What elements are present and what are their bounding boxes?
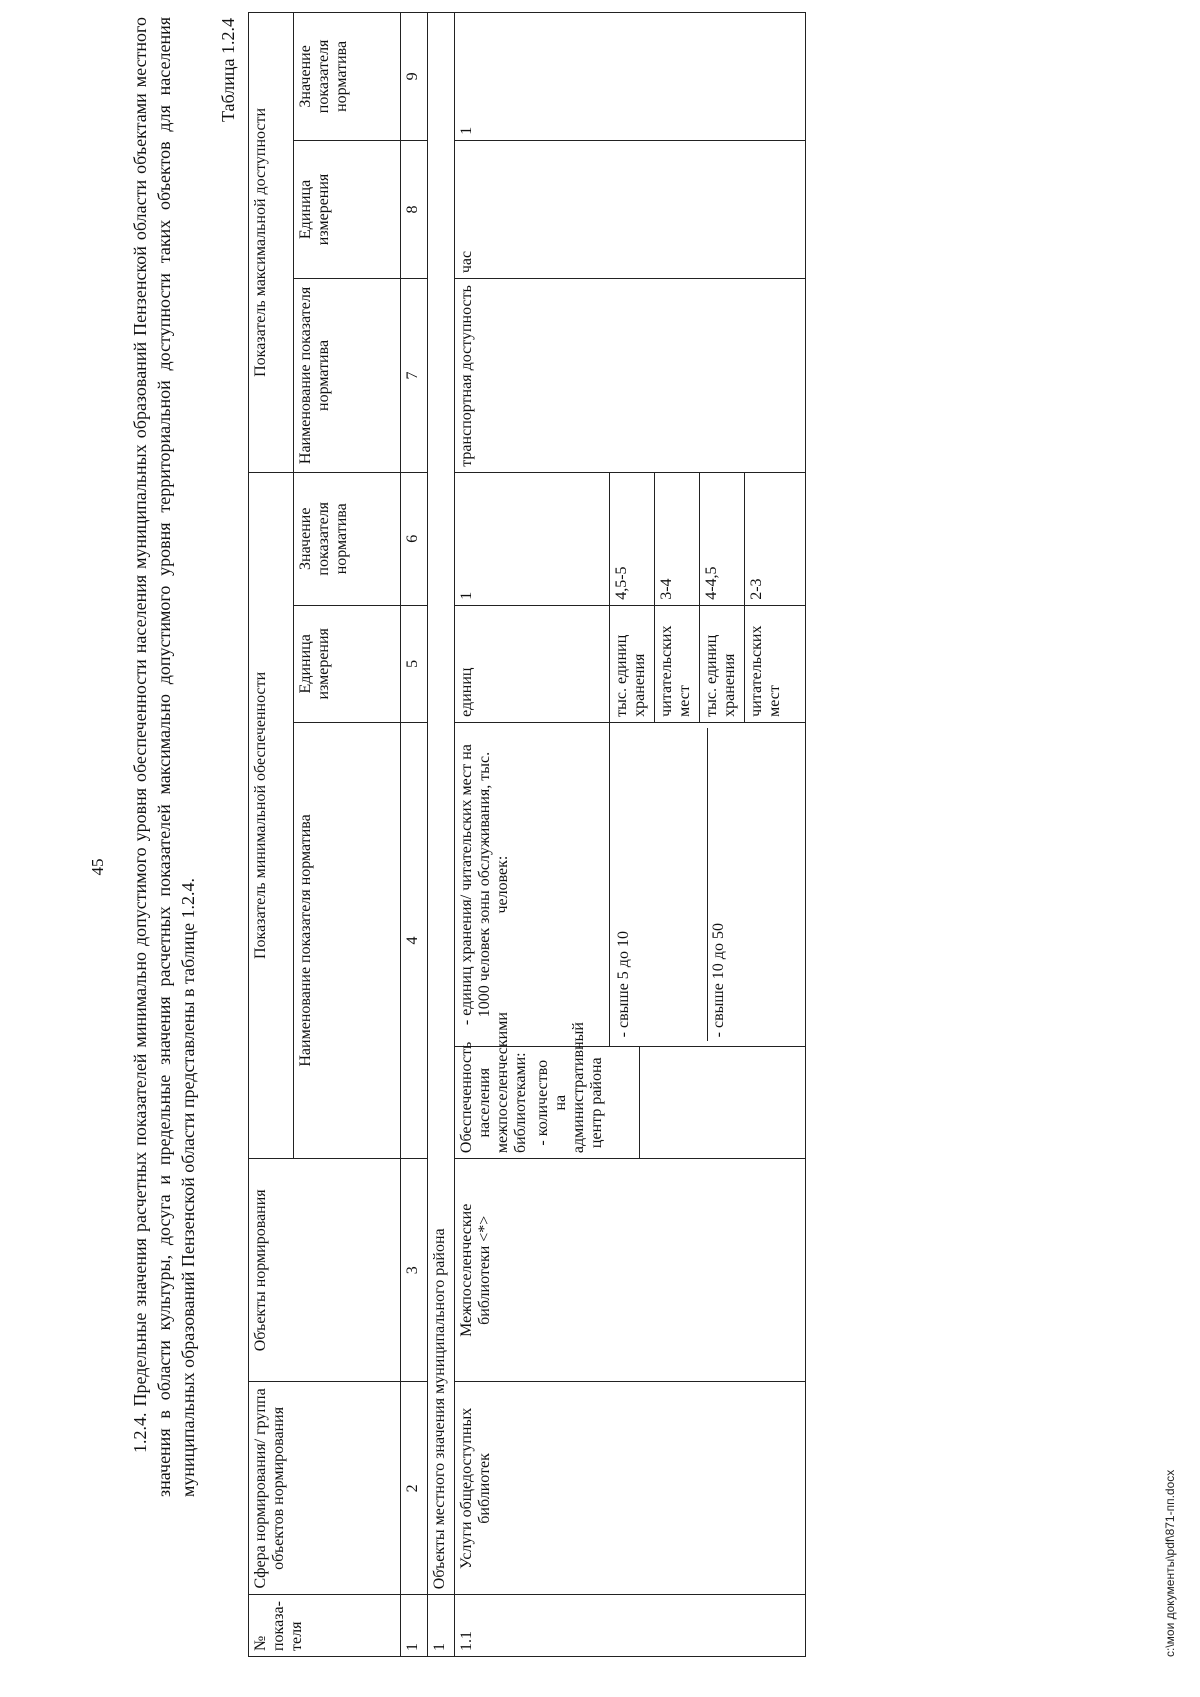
header-sphere: Сфера нормирования/ группа объектов нормирования — [249, 1382, 401, 1595]
bracket-5-10-storage-unit: тыс. единиц хранения — [610, 606, 655, 722]
header-min-unit: Единица измерения — [294, 605, 401, 722]
intro-paragraph — [128, 17, 200, 1497]
indicator-title: Обеспеченность населения межпоселенческими библиотеками: — [458, 1012, 529, 1154]
column-number: 6 — [401, 472, 428, 605]
indicator-storage-name: - единиц хранения/ читательских мест на 1000 человек зоны обслуживания, тыс. человек: — [455, 722, 610, 1047]
norms-table — [248, 12, 806, 1657]
footer-file-path: c:\мои документы\pdf\871-пп.docx — [1163, 1469, 1177, 1657]
header-min-name: Наименование показателя норматива — [294, 722, 401, 1158]
row-sphere: Услуги общедоступных библиотек — [455, 1382, 806, 1595]
brackets-table — [613, 728, 802, 1042]
header-max-unit: Единица измерения — [294, 140, 401, 278]
indicator-continuation — [609, 1047, 640, 1159]
bracket-row — [707, 728, 802, 1042]
page-number: 45 — [88, 858, 107, 876]
indicator-brackets — [609, 722, 805, 1047]
header-row-group — [249, 13, 294, 1657]
column-number: 4 — [401, 722, 428, 1158]
section-title: Объекты местного значения муниципального района — [428, 13, 455, 1595]
max-indicator-unit: час — [455, 140, 806, 278]
bracket-10-50-seats-value: 2-3 — [747, 578, 765, 600]
bracket-values-cell — [609, 472, 805, 605]
header-number: № показа-теля — [249, 1595, 401, 1657]
bracket-5-10-seats-unit: читательских мест — [655, 606, 700, 722]
column-number: 2 — [401, 1382, 428, 1595]
column-number: 5 — [401, 605, 428, 722]
indicator-continuation — [739, 1047, 806, 1159]
header-objects: Объекты нормирования — [249, 1159, 401, 1382]
column-number: 1 — [401, 1595, 428, 1657]
bracket-5-10-seats-value: 3-4 — [655, 473, 700, 605]
indicator-continuation — [640, 1047, 739, 1159]
header-max-value: Значение показателя норматива — [294, 13, 401, 141]
header-min-group: Показатель минимальной обеспеченности — [249, 472, 294, 1158]
count-unit: единиц — [455, 605, 610, 722]
bracket-10-50-storage-value: 4-4,5 — [700, 473, 745, 605]
header-max-group: Показатель максимальной доступности — [249, 13, 294, 473]
indicator-count-cell — [455, 1012, 610, 1159]
max-indicator-name: транспортная доступность — [455, 279, 806, 473]
row-objects: Межпоселенческие библиотеки <*> — [455, 1159, 806, 1382]
count-value: 1 — [455, 472, 610, 605]
row-number: 1.1 — [455, 1595, 806, 1657]
max-indicator-value: 1 — [455, 13, 806, 141]
bracket-10-50-storage-unit: тыс. единиц хранения — [700, 606, 745, 722]
bracket-10-50-seats-unit: читательских мест — [747, 625, 783, 717]
column-number: 3 — [401, 1159, 428, 1382]
section-number: 1 — [428, 1595, 455, 1657]
intro-text: 1.2.4. Предельные значения расчетных показателей минимально допустимого уровня обеспеченности населения муниципальных образований Пензенской области объектами местного значения в области культуры, досуга и предельные значения расчетных показателей максимально допустимого уровня территориальной доступности таких объектов для населения муниципальных образований Пензенской области представлены в таблице 1.2.4. — [130, 17, 198, 1497]
header-max-name: Наименование показателя норматива — [294, 279, 401, 473]
bracket-units-cell — [609, 605, 805, 722]
table-caption: Таблица 1.2.4 — [218, 18, 238, 122]
bracket-5-10-name: - свыше 5 до 10 — [613, 728, 708, 1042]
bracket-row — [613, 728, 708, 1042]
column-number: 9 — [401, 13, 428, 141]
column-number: 8 — [401, 140, 428, 278]
header-min-value: Значение показателя норматива — [294, 472, 401, 605]
column-numbers-row — [401, 13, 428, 1657]
section-row — [428, 13, 455, 1657]
column-number: 7 — [401, 279, 428, 473]
indicator-count-name: - количество на административный центр района — [534, 1022, 605, 1154]
bracket-5-10-storage-value: 4,5-5 — [610, 473, 655, 605]
bracket-10-50-name: - свыше 10 до 50 — [709, 923, 727, 1038]
